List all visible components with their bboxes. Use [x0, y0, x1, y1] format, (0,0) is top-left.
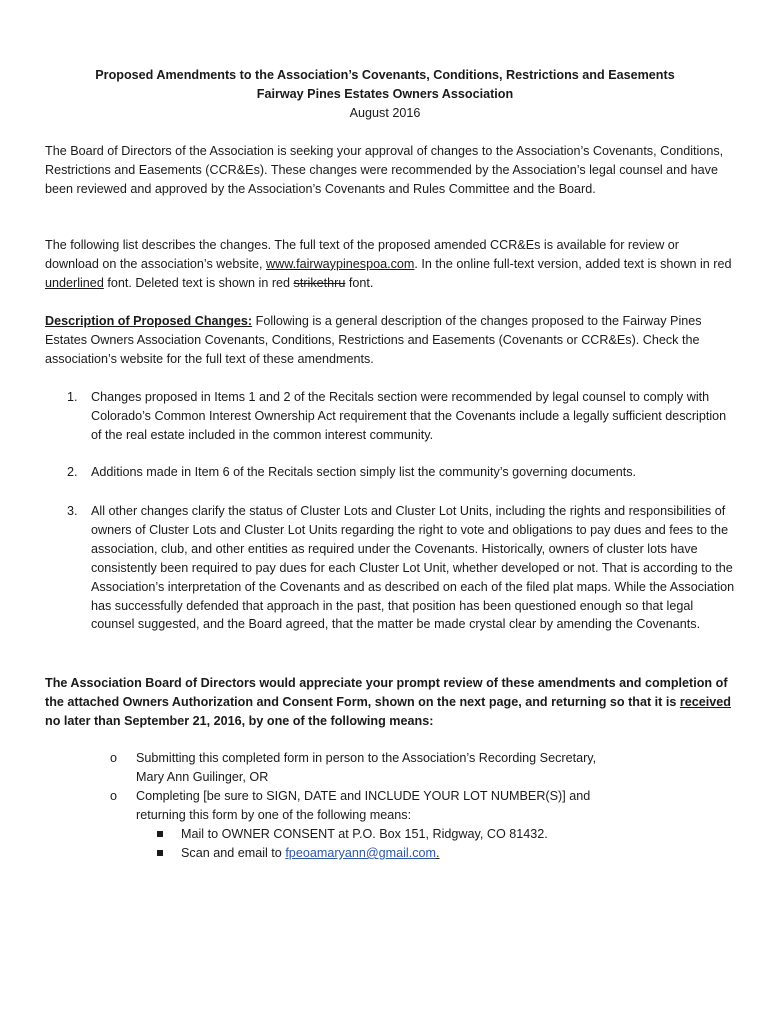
request-text-2: no later than September 21, 2016, by one of the following means:: [45, 713, 434, 728]
association-name: Fairway Pines Estates Owners Association: [256, 87, 514, 101]
email-period: .: [436, 846, 440, 860]
square-bullet-icon: [157, 850, 163, 856]
intro-paragraph: The Board of Directors of the Association is seeking your approval of changes to the Association’s Covenants, Conditions, Restrictions and Easements (CCR&Es). These changes were recommended by the Association’s legal counsel and have been reviewed and approved by the Association’s Covenants and Rules Committee and the Board.: [45, 144, 724, 196]
description-heading: Description of Proposed Changes:: [45, 314, 253, 328]
item-text: All other changes clarify the status of Cluster Lots and Cluster Lot Units, including the rights and responsibilities of owners of Cluster Lots and Cluster Lot Units regarding the right to vote and obligations to pay dues and fees to the association, club, and other entities as required under the Covenants. Historically, owners of cluster lots have consistently been required to pay dues for each Cluster Lot Unit, whether developed or not. That is according to the Association’s interpretation of the Covenants and as described on each of the filed plat maps. While the Association has successfully defended that approach in the past, that position has been questioned enough so that legal counsel suggested, and the Board agreed, that the matter be made crystal clear by amending the Covenants.: [91, 504, 735, 632]
request-text-1: The Association Board of Directors would appreciate your prompt review of these amendments and completion of the attached Owners Authorization and Consent Form, shown on the next page, and returning so that it is: [45, 676, 728, 709]
list-intro-text-2: . In the online full-text version, added text is shown in red: [414, 256, 732, 271]
description-paragraph: [45, 312, 735, 369]
email-link[interactable]: fpeoamaryann@gmail.com: [285, 846, 436, 860]
document-date: August 2016: [349, 106, 421, 120]
item-number: 1.: [67, 390, 78, 404]
list-intro-paragraph: [45, 236, 735, 293]
email-instruction: [181, 844, 440, 863]
circle-bullet-icon: o: [110, 751, 118, 765]
document-title: Proposed Amendments to the Association’s Covenants, Conditions, Restrictions and Easements: [95, 68, 675, 82]
underlined-sample: underlined: [45, 275, 104, 290]
list-intro-text-4: font.: [345, 275, 374, 290]
item-number: 2.: [67, 465, 78, 479]
website-link[interactable]: www.fairwaypinespoa.com: [266, 256, 415, 271]
item-text: Changes proposed in Items 1 and 2 of the Recitals section were recommended by legal counsel to comply with Colorado’s Common Interest Ownership Act requirement that the Covenants include a legally sufficient description of the real estate included in the common interest community.: [91, 390, 727, 442]
square-bullet-icon: [157, 831, 163, 837]
request-paragraph: [45, 674, 735, 731]
item-text: Additions made in Item 6 of the Recitals section simply list the community’s governing documents.: [91, 465, 637, 479]
title-block: [0, 66, 770, 123]
email-instruction-text: Scan and email to: [181, 846, 286, 860]
description-text: Following is a general description of the changes proposed to the Fairway Pines Estates Owners Association Covenants, Conditions, Restrictions and Easements (Covenants or CCR&Es). Check the association’s website for the full text of these amendments.: [45, 314, 702, 366]
list-intro-text-1: The following list describes the changes. The full text of the proposed amended CCR&Es is available for review or download on the association’s website,: [45, 238, 679, 271]
item-number: 3.: [67, 504, 78, 518]
means-text: Completing [be sure to SIGN, DATE and INCLUDE YOUR LOT NUMBER(S)] and returning this form by one of the following means:: [136, 789, 591, 822]
received-word: received: [679, 694, 731, 709]
strikethru-sample: strikethru: [293, 275, 346, 290]
means-text: Submitting this completed form in person to the Association’s Recording Secretary, Mary Ann Guilinger, OR: [136, 751, 597, 784]
mail-instruction: Mail to OWNER CONSENT at P.O. Box 151, Ridgway, CO 81432.: [181, 827, 548, 841]
circle-bullet-icon: o: [110, 789, 118, 803]
list-intro-text-3: font. Deleted text is shown in red: [103, 275, 294, 290]
